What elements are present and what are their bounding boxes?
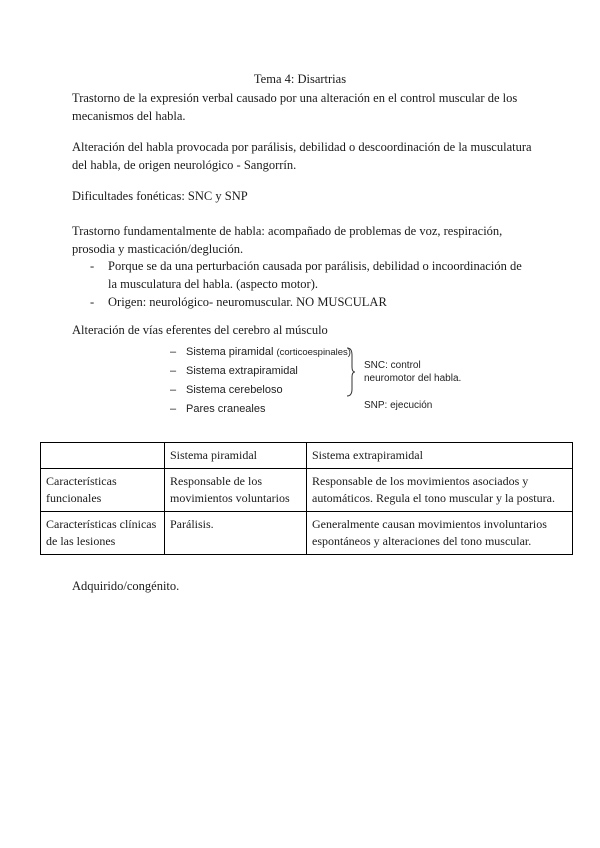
figure-item-pares-craneales: – Pares craneales — [170, 400, 266, 418]
efferent-pathways-line: Alteración de vías eferentes del cerebro al músculo — [72, 323, 328, 337]
table-cell: Características funcionales — [41, 469, 165, 512]
table-header-cell: Sistema extrapiramidal — [307, 443, 573, 469]
figure-item-piramidal: – Sistema piramidal (corticoespinales) — [170, 343, 351, 361]
dash-icon: – — [170, 384, 177, 396]
definition-paragraph-1: Trastorno de la expresión verbal causado por una alteración en el control muscular de los mecanismos del habla. — [72, 91, 518, 123]
figure-item-extrapiramidal: – Sistema extrapiramidal — [170, 362, 298, 380]
snc-label: SNC: control neuromotor del habla. — [364, 360, 462, 384]
dash-icon: – — [170, 346, 177, 358]
footer-line: Adquirido/congénito. — [72, 579, 180, 593]
phonetic-difficulties-line: Dificultades fonéticas: SNC y SNP — [72, 189, 248, 203]
comparison-table — [40, 442, 573, 555]
pathways-figure — [170, 343, 470, 419]
table-cell: Parálisis. — [165, 512, 307, 555]
table-cell: Responsable de los movimientos voluntarios — [165, 469, 307, 512]
curly-brace-icon — [346, 347, 356, 397]
table-header-cell: Sistema piramidal — [165, 443, 307, 469]
figure-note: (corticoespinales) — [276, 347, 351, 358]
figure-item-cerebeloso: – Sistema cerebeloso — [170, 381, 283, 399]
snp-label: SNP: ejecución — [364, 400, 433, 411]
page-title: Tema 4: Disartrias — [253, 72, 347, 86]
bullet-item: - Origen: neurológico- neuromuscular. NO MUSCULAR — [72, 293, 532, 311]
definition-paragraph-2: Alteración del habla provocada por parálisis, debilidad o descoordinación de la musculatura del habla, de origen neurológico - Sangorrín. — [72, 140, 532, 172]
bullet-list — [72, 257, 532, 311]
dash-icon: – — [170, 365, 177, 377]
table-header-row — [41, 443, 573, 469]
disorder-paragraph: Trastorno fundamentalmente de habla: acompañado de problemas de voz, respiración, prosodia y masticación/deglución. — [72, 224, 503, 256]
bullet-item: - Porque se da una perturbación causada por parálisis, debilidad o incoordinación de la musculatura del habla. (aspecto motor). — [72, 257, 532, 293]
table-row — [41, 512, 573, 555]
table-cell: Responsable de los movimientos asociados y automáticos. Regula el tono muscular y la postura. — [307, 469, 573, 512]
table-cell: Características clínicas de las lesiones — [41, 512, 165, 555]
table-header-cell — [41, 443, 165, 469]
table-row — [41, 469, 573, 512]
table-cell: Generalmente causan movimientos involuntarios espontáneos y alteraciones del tono muscular. — [307, 512, 573, 555]
dash-icon: – — [170, 403, 177, 415]
